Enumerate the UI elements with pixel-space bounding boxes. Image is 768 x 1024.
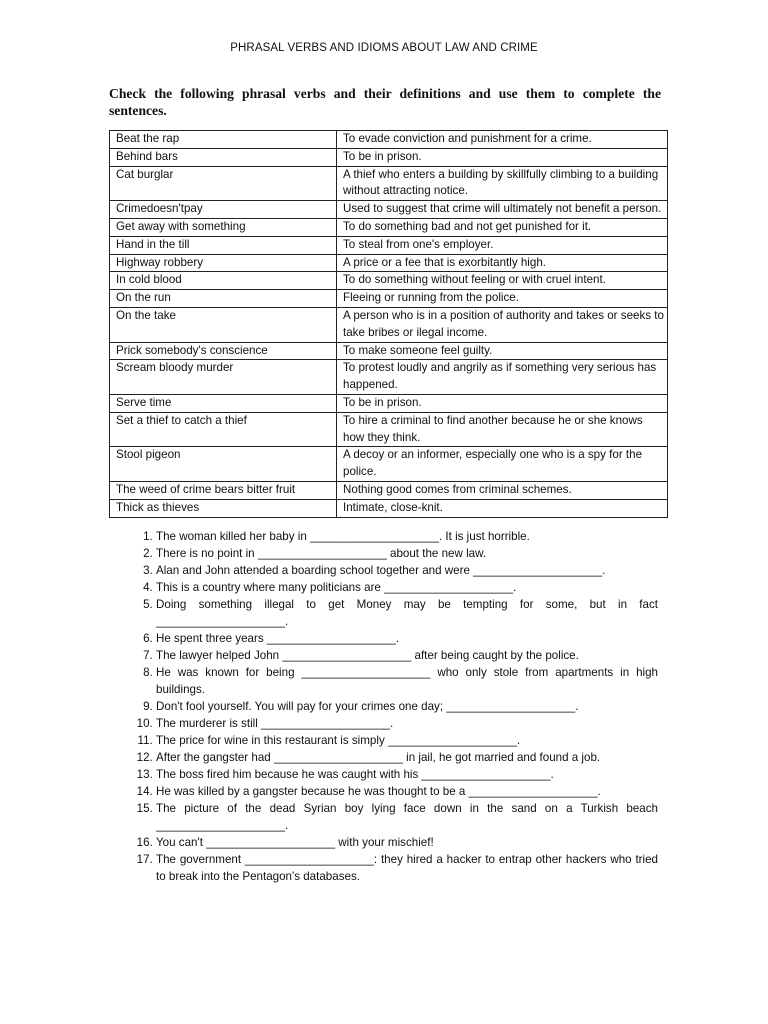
table-row bbox=[110, 218, 668, 236]
term-cell: Get away with something bbox=[110, 218, 337, 236]
instructions: Check the following phrasal verbs and their definitions and use them to complete the sentences. bbox=[109, 86, 661, 118]
term-cell: Set a thief to catch a thief bbox=[110, 412, 337, 447]
term-cell: In cold blood bbox=[110, 272, 337, 290]
exercise-item: 14. He was killed by a gangster because he was thought to be a ____________________. bbox=[156, 783, 658, 800]
table-row bbox=[110, 394, 668, 412]
table-row bbox=[110, 254, 668, 272]
exercise-item: 6. He spent three years ____________________. bbox=[156, 630, 658, 647]
vocabulary-table-body bbox=[110, 131, 668, 518]
term-cell: Highway robbery bbox=[110, 254, 337, 272]
term-cell: Thick as thieves bbox=[110, 499, 337, 517]
exercise-item: 12. After the gangster had ____________________ in jail, he got married and found a job. bbox=[156, 749, 658, 766]
term-cell: Crimedoesn'tpay bbox=[110, 201, 337, 219]
definition-cell: To steal from one's employer. bbox=[337, 236, 668, 254]
exercise-item: 9. Don't fool yourself. You will pay for your crimes one day; ____________________. bbox=[156, 698, 658, 715]
table-row bbox=[110, 201, 668, 219]
definition-cell: To be in prison. bbox=[337, 148, 668, 166]
table-row bbox=[110, 148, 668, 166]
table-row bbox=[110, 499, 668, 517]
exercise-list bbox=[110, 528, 658, 885]
table-row bbox=[110, 166, 668, 201]
term-cell: Beat the rap bbox=[110, 131, 337, 149]
definition-cell: To do something bad and not get punished for it. bbox=[337, 218, 668, 236]
term-cell: Stool pigeon bbox=[110, 447, 337, 482]
definition-cell: To be in prison. bbox=[337, 394, 668, 412]
table-row bbox=[110, 360, 668, 395]
definition-cell: A price or a fee that is exorbitantly high. bbox=[337, 254, 668, 272]
exercise-item: 7. The lawyer helped John ____________________ after being caught by the police. bbox=[156, 647, 658, 664]
term-cell: Prick somebody's conscience bbox=[110, 342, 337, 360]
exercise-item: 15. The picture of the dead Syrian boy lying face down in the sand on a Turkish beach ____________________. bbox=[156, 800, 658, 834]
vocabulary-table bbox=[109, 130, 668, 518]
table-row bbox=[110, 290, 668, 308]
definition-cell: To evade conviction and punishment for a crime. bbox=[337, 131, 668, 149]
term-cell: On the take bbox=[110, 307, 337, 342]
term-cell: Cat burglar bbox=[110, 166, 337, 201]
table-row bbox=[110, 481, 668, 499]
definition-cell: A thief who enters a building by skillfully climbing to a building without attracting notice. bbox=[337, 166, 668, 201]
definition-cell: To do something without feeling or with cruel intent. bbox=[337, 272, 668, 290]
definition-cell: A decoy or an informer, especially one who is a spy for the police. bbox=[337, 447, 668, 482]
definition-cell: To protest loudly and angrily as if something very serious has happened. bbox=[337, 360, 668, 395]
definition-cell: Fleeing or running from the police. bbox=[337, 290, 668, 308]
definition-cell: A person who is in a position of authority and takes or seeks to take bribes or ilegal income. bbox=[337, 307, 668, 342]
term-cell: The weed of crime bears bitter fruit bbox=[110, 481, 337, 499]
exercise-item: 3. Alan and John attended a boarding school together and were ____________________. bbox=[156, 562, 658, 579]
table-row bbox=[110, 342, 668, 360]
term-cell: Behind bars bbox=[110, 148, 337, 166]
term-cell: Serve time bbox=[110, 394, 337, 412]
exercise-item: 16. You can't ____________________ with your mischief! bbox=[156, 834, 658, 851]
exercise-item: 4. This is a country where many politicians are ____________________. bbox=[156, 579, 658, 596]
exercise-item: 8. He was known for being ____________________ who only stole from apartments in high buildings. bbox=[156, 664, 658, 698]
term-cell: On the run bbox=[110, 290, 337, 308]
exercise-item: 2. There is no point in ____________________ about the new law. bbox=[156, 545, 658, 562]
exercise-item: 11. The price for wine in this restaurant is simply ____________________. bbox=[156, 732, 658, 749]
definition-cell: To hire a criminal to find another because he or she knows how they think. bbox=[337, 412, 668, 447]
term-cell: Scream bloody murder bbox=[110, 360, 337, 395]
exercise-item: 1. The woman killed her baby in ____________________. It is just horrible. bbox=[156, 528, 658, 545]
table-row bbox=[110, 131, 668, 149]
table-row bbox=[110, 272, 668, 290]
exercise-item: 10. The murderer is still ____________________. bbox=[156, 715, 658, 732]
table-row bbox=[110, 447, 668, 482]
exercise-item: 13. The boss fired him because he was caught with his ____________________. bbox=[156, 766, 658, 783]
term-cell: Hand in the till bbox=[110, 236, 337, 254]
definition-cell: To make someone feel guilty. bbox=[337, 342, 668, 360]
definition-cell: Nothing good comes from criminal schemes. bbox=[337, 481, 668, 499]
definition-cell: Used to suggest that crime will ultimately not benefit a person. bbox=[337, 201, 668, 219]
table-row bbox=[110, 412, 668, 447]
exercise-item: 17. The government ____________________: they hired a hacker to entrap other hackers who tried to break into the Pentagon's databases. bbox=[156, 851, 658, 885]
table-row bbox=[110, 307, 668, 342]
table-row bbox=[110, 236, 668, 254]
page-title: PHRASAL VERBS AND IDIOMS ABOUT LAW AND CRIME bbox=[230, 42, 538, 54]
definition-cell: Intimate, close-knit. bbox=[337, 499, 668, 517]
exercise-item: 5. Doing something illegal to get Money may be tempting for some, but in fact ____________________. bbox=[156, 596, 658, 630]
